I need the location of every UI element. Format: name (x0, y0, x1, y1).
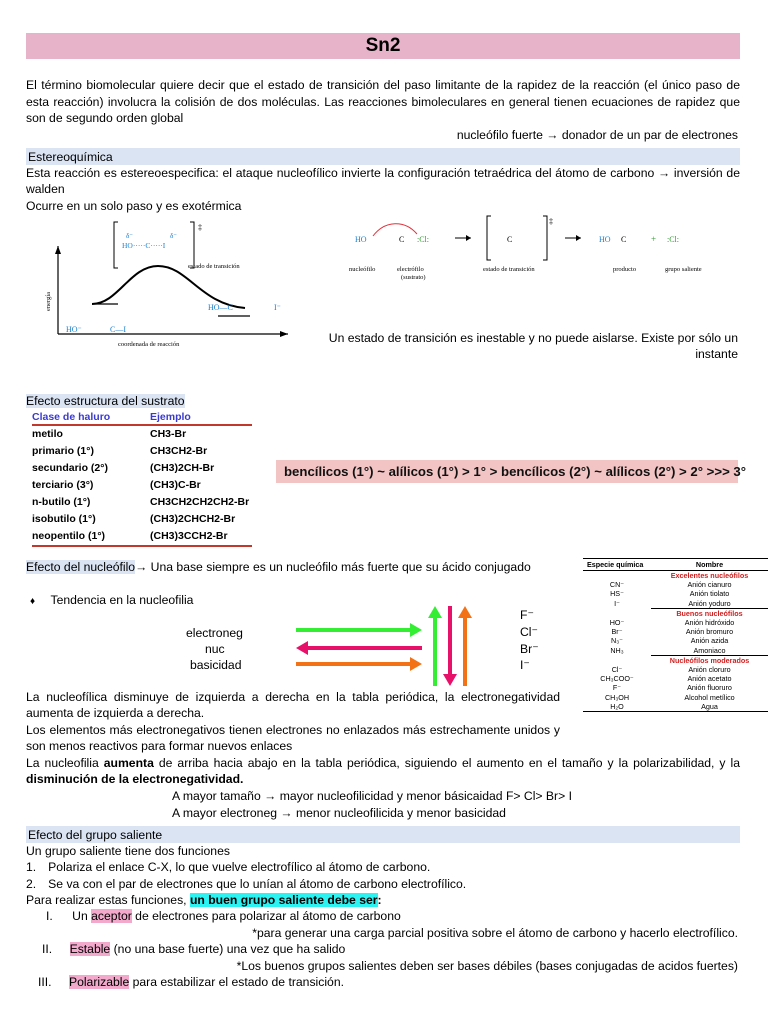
tendency-label: Tendencia en la nucleofilia (50, 593, 194, 607)
svg-text:C: C (399, 235, 405, 244)
leaving-ii-note: *Los buenos grupos salientes deben ser bases débiles (bases conjugadas de acidos fuertes) (236, 959, 738, 973)
substrate-order-bar (276, 460, 747, 483)
ts-label: estado de transición (188, 263, 240, 270)
intro-paragraph: El término biomolecular quiere decir que el estado de transición del paso limitante de la rapidez de la reacción (el único paso de esta reacción) involucra la colisión de dos moléculas. Las reacciones bimoleculares en general tienen ecuaciones de rapidez que son de segundo orden global (26, 78, 740, 126)
mech-electrophile: electrófilo (397, 266, 424, 273)
table-row: secundario (2°) (CH3)2CH-Br (32, 462, 215, 474)
section-leaving-group-title: Efecto del grupo saliente (28, 828, 163, 842)
title-bar (26, 33, 740, 59)
stereo-text: Esta reacción es estereoespecifica: el ataque nucleofílico invierte la configuración tetraédrica del átomo de carbono → inversión de walden (26, 166, 740, 196)
mechanism-diagram (345, 212, 740, 292)
ts-delta-left: δ⁻ (126, 232, 133, 240)
diagram-y-label: energía (45, 291, 52, 311)
mech-product: producto (613, 266, 637, 273)
substrate-header-text: Efecto estructura del sustrato (26, 394, 185, 408)
leaving-f1: 1. Polariza el enlace C-X, lo que vuelve electrofílico al átomo de carbono. (26, 860, 431, 874)
table-row: I⁻ Anión yoduro (614, 598, 731, 608)
nucleophile-header: Efecto del nucleófilo (26, 560, 136, 574)
halide-cl: Cl⁻ (520, 625, 538, 639)
mech-dagger: ‡ (549, 217, 553, 226)
halide-i: I⁻ (520, 658, 530, 672)
nucleophile-header-tail: → Una base siempre es un nucleófilo más fuerte que su ácido conjugado (135, 560, 531, 574)
ts-delta-right: δ⁻ (170, 232, 177, 240)
nucleophile-note: nucleófilo fuerte → donador de un par de electrones (456, 128, 738, 142)
energy-diagram (40, 216, 295, 366)
mech-cl-1: :Cl: (417, 235, 430, 244)
reactant-ho: HO⁻ (66, 325, 82, 334)
table-row: metilo CH3-Br (32, 428, 187, 440)
nucleophile-header-line (26, 559, 566, 575)
section-stereochem-title: Estereoquímica (28, 150, 113, 164)
substrate-table (32, 410, 252, 547)
svg-text:C: C (621, 235, 627, 244)
table-row: n-butilo (1°) CH3CH2CH2CH2-Br (32, 496, 250, 508)
mech-leaving-group: grupo saliente (665, 266, 702, 273)
group-excellent: Excelentes nucleófilos (651, 571, 768, 581)
ts-mid: HO·····C·····I (122, 241, 166, 250)
leaving-ii: II. Estable (no una base fuerte) una vez que ha salido (42, 942, 346, 956)
mech-ho-1: HO (355, 235, 367, 244)
mech-nucleophile: nucleófilo (349, 266, 376, 273)
reactant-c: C—I (110, 325, 126, 334)
table-row: H₂O Agua (583, 702, 768, 712)
leaving-iii: III. Polarizable para estabilizar el estado de transición. (38, 975, 344, 989)
stereo-steps: Ocurre en un solo paso y es exotérmica (26, 199, 242, 213)
section-stereochem (26, 148, 740, 165)
nucleophile-l2: A mayor electroneg → menor nucleofilicida y menor basicidad (172, 806, 506, 820)
halide-f: F⁻ (520, 608, 534, 622)
substrate-header (26, 393, 185, 409)
trend-label-electroneg: electroneg (186, 626, 243, 640)
col-example: Ejemplo (150, 410, 252, 425)
col-name: Nombre (651, 559, 768, 571)
table-row: NH₃ Amoniaco (610, 645, 726, 655)
nucleophile-l1: A mayor tamaño → mayor nucleofilicidad y menor básicaidad F> Cl> Br> I (172, 789, 572, 803)
col-species: Especie química (583, 559, 651, 571)
trend-label-basicity: basicidad (190, 658, 242, 672)
product-ho: HO—C (208, 303, 233, 312)
table-row: N₃⁻ Anión azida (611, 636, 729, 646)
table-row: CH₃COO⁻ Anión acetato (600, 674, 732, 684)
table-row: F⁻ Anión fluoruro (612, 683, 732, 693)
table-row: CH₃OH Alcohol metílico (604, 692, 735, 702)
group-moderate: Nucleófilos moderados (651, 655, 768, 665)
svg-text:C: C (507, 235, 513, 244)
diagram-x-label: coordenada de reacción (118, 341, 180, 348)
nucleophile-p1: La nucleofílica disminuye de izquierda a derecha en la tabla periódica, la electronegatividad aumenta de izquierda a derecha. (26, 690, 560, 720)
ts-dagger: ‡ (198, 223, 202, 232)
table-row: Cl⁻ Anión cloruro (611, 665, 731, 675)
section-leaving-group (26, 826, 740, 843)
mech-ho-2: HO (599, 235, 611, 244)
table-row: HS⁻ Anión tiolato (610, 589, 730, 599)
tendency-line (30, 592, 193, 610)
table-row: terciario (3°) (CH3)C-Br (32, 479, 201, 491)
trend-arrows (290, 604, 480, 690)
halide-br: Br⁻ (520, 642, 539, 656)
table-row: neopentilo (1°) (CH3)3CCH2-Br (32, 528, 252, 546)
leaving-requirement: Para realizar estas funciones, un buen grupo saliente debe ser: (26, 893, 382, 907)
mech-electrophile-sub: (sustrato) (401, 274, 426, 281)
group-good: Buenos nucleófilos (651, 608, 768, 618)
mech-ts: estado de transición (483, 266, 535, 273)
table-row: isobutilo (1°) (CH3)2CHCH2-Br (32, 513, 236, 525)
mech-cl-2: :Cl: (667, 235, 680, 244)
table-row: HO⁻ Anión hidróxido (609, 618, 735, 628)
trend-label-nuc: nuc (205, 642, 225, 656)
table-row: Br⁻ Anión bromuro (611, 627, 734, 637)
nucleophile-p3: La nucleofilia aumenta de arriba hacia abajo en la tabla periódica, siguiendo el aumento en el tamaño y la polarizabilidad, y la disminución de la electronegatividad. (26, 756, 740, 786)
page-title: Sn2 (365, 35, 401, 56)
substrate-order: bencílicos (1°) ~ alílicos (1°) > 1° > bencílicos (2°) ~ alílicos (2°) > 2° >>> 3° (284, 464, 747, 479)
table-row: CN⁻ Anión cianuro (609, 580, 732, 590)
mech-plus: + (651, 234, 657, 244)
leaving-f2: 2. Se va con el par de electrones que lo unían al átomo de carbono electrofílico. (26, 877, 467, 891)
table-row: primario (1°) CH3CH2-Br (32, 445, 208, 457)
nucleophile-table (583, 558, 768, 712)
leaving-intro: Un grupo saliente tiene dos funciones (26, 844, 230, 858)
bullet-icon: ♦ (30, 596, 36, 607)
leaving-i-note: *para generar una carga parcial positiva sobre el átomo de carbono y hacerlo electrofílico. (252, 926, 738, 940)
nucleophile-p2: Los elementos más electronegativos tienen electrones no enlazados más estrechamente unidos y son menos reactivos para formar nuevos enlaces (26, 723, 560, 753)
product-i: I⁻ (274, 303, 281, 312)
leaving-i: I. Un aceptor de electrones para polarizar al átomo de carbono (46, 909, 401, 923)
col-halide-class: Clase de haluro (32, 410, 150, 425)
transition-note: Un estado de transición es inestable y no puede aislarse. Existe por sólo un instante (328, 331, 738, 361)
